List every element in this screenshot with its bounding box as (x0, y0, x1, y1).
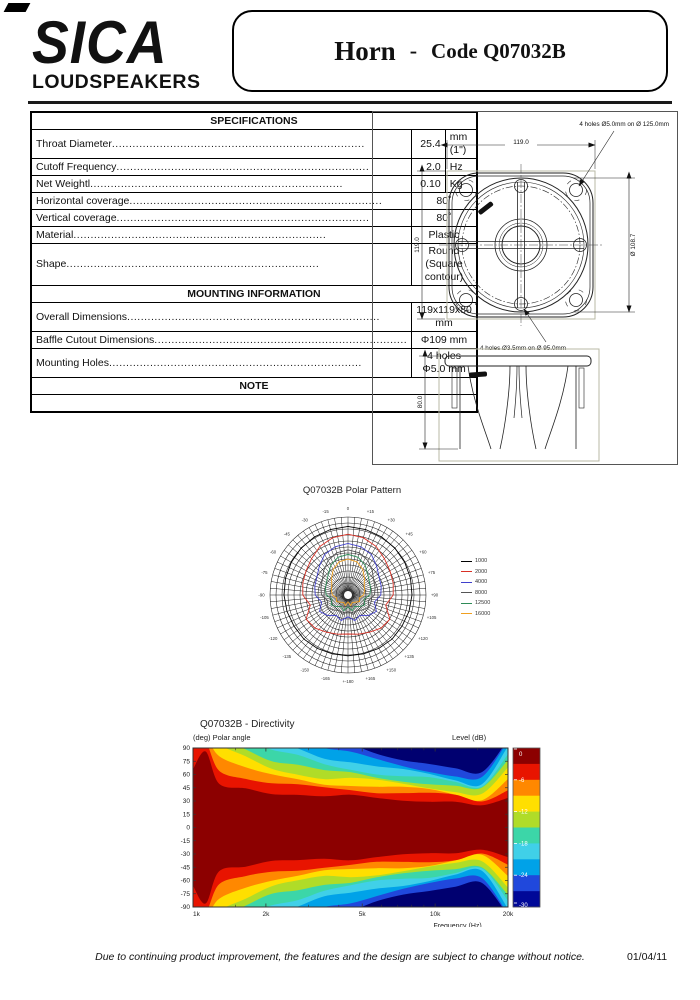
legend-item (461, 598, 490, 609)
callout-bottom: 4 holes Ø3.5mm on Ø 95.0mm (479, 345, 567, 352)
y-tick-label: 30 (182, 798, 190, 806)
drawing-panel (372, 111, 678, 465)
legend-label: 16000 (475, 610, 491, 617)
polar-legend (461, 556, 490, 619)
dim-diameter-label: Ø 108.7 (630, 233, 637, 257)
dim-height-label: 119.0 (414, 237, 421, 253)
colorbar-tick-label: -24 (519, 873, 528, 880)
brand-subtitle: LOUDSPEAKERS (32, 71, 201, 93)
legend-item (461, 556, 490, 567)
top-view (414, 121, 669, 352)
polar-angle-label: -120 (268, 635, 278, 641)
y-tick-label: 75 (182, 758, 190, 766)
polar-angle-label: -135 (282, 653, 292, 659)
brand-logo (32, 9, 232, 93)
brand-name: SICA (32, 9, 168, 76)
polar-angle-label: -105 (260, 614, 269, 620)
legend-item (461, 609, 490, 620)
polar-angle-label: +90 (430, 592, 439, 598)
emboss-mark-side (469, 371, 487, 377)
y-tick-label: -60 (180, 877, 190, 885)
legend-swatch (461, 592, 472, 593)
legend-item (461, 577, 490, 588)
title-separator: - (409, 38, 418, 63)
colorbar-band (513, 748, 540, 764)
y-tick-label: -90 (180, 904, 190, 912)
legend-swatch (461, 561, 472, 562)
polar-angle-label: +75 (427, 570, 436, 576)
colorbar-band (513, 777, 540, 796)
polar-chart (248, 495, 448, 697)
colorbar-band (513, 764, 540, 780)
colorbar-tick-label: 0 (519, 752, 523, 758)
dim-width-label: 119.0 (513, 139, 529, 146)
colorbar-tick-label: -6 (519, 777, 525, 784)
legend-item (461, 567, 490, 578)
legend-label: 2000 (475, 568, 488, 575)
x-tick-label: 10k (429, 911, 441, 918)
directivity-title: Q07032B - Directivity (200, 719, 295, 730)
spec-row: Throat Diameter ..... 25.4 mm (1") (31, 130, 477, 159)
mounting-row: Mounting Holes ..... 4 holes Φ5.0 mm (31, 349, 477, 378)
polar-angle-label: +105 (426, 614, 437, 620)
legend-swatch (461, 603, 472, 604)
legend-label: 8000 (475, 589, 488, 596)
legend-item (461, 588, 490, 599)
corner-mark (4, 3, 31, 12)
footer-disclaimer: Due to continuing product improvement, the features and the design are subject to change without notice. (95, 951, 585, 963)
polar-angle-label: +60 (419, 549, 427, 555)
product-title: Horn (334, 35, 396, 66)
polar-angle-label: +-180 (342, 679, 354, 685)
y-tick-label: -30 (180, 851, 190, 859)
polar-angle-label: -75 (261, 570, 268, 576)
legend-label: 4000 (475, 579, 488, 586)
header-divider (28, 101, 672, 104)
colorbar-tick-label: -30 (519, 903, 528, 909)
polar-angle-label: +15 (366, 509, 375, 515)
callout-top: 4 holes Ø5.0mm on Ø 125.0mm (579, 121, 669, 128)
spec-row: Vertical coverage ..... 80˚ (31, 210, 477, 227)
polar-angle-label: +135 (404, 653, 415, 659)
polar-angle-label: -60 (269, 549, 277, 555)
section-header: MOUNTING INFORMATION (31, 286, 477, 303)
y-tick-label: 90 (182, 745, 190, 753)
legend-label: 12500 (475, 600, 491, 607)
dim-depth-label: 80.0 (417, 395, 424, 409)
polar-angle-label: +120 (418, 635, 428, 641)
colorbar-tick-label: -18 (519, 841, 528, 848)
footer-date: 01/04/11 (627, 951, 668, 963)
polar-angle-label: +165 (365, 676, 376, 682)
legend-swatch (461, 571, 472, 572)
y-tick-label: 15 (182, 811, 190, 819)
polar-angle-label: -30 (301, 517, 308, 523)
mounting-row: Overall Dimensions ..... 119x119x80 mm (31, 303, 477, 332)
side-view (417, 349, 599, 461)
y-tick-label: 45 (182, 784, 190, 792)
x-tick-label: 20k (502, 911, 514, 918)
directivity-chart (160, 737, 560, 927)
technical-drawing (373, 112, 677, 464)
y-tick-label: 0 (186, 824, 190, 832)
polar-angle-label: -15 (322, 509, 329, 515)
legend-swatch (461, 582, 472, 583)
colorbar-tick-label: -12 (519, 809, 528, 816)
y-tick-label: -15 (180, 837, 190, 845)
mounting-row: Baffle Cutout Dimensions ..... Φ109 mm (31, 332, 477, 349)
polar-angle-label: -165 (321, 676, 330, 682)
y-tick-label: -75 (180, 890, 190, 898)
y-tick-label: -45 (180, 864, 190, 872)
polar-angle-label: +150 (386, 667, 397, 673)
directivity-level-label: Level (dB) (452, 733, 487, 742)
legend-swatch (461, 613, 472, 614)
polar-angle-label: -90 (258, 592, 265, 598)
spec-row: Material ..... Plastic (31, 227, 477, 244)
y-tick-label: 60 (182, 771, 190, 779)
section-header: SPECIFICATIONS (31, 112, 477, 130)
title-box (232, 10, 668, 92)
x-axis-title: Frequency (Hz) (433, 923, 482, 927)
product-code: Code Q07032B (431, 38, 566, 63)
polar-pattern-title: Q07032B Polar Pattern (302, 485, 402, 496)
polar-angle-label: -45 (283, 531, 290, 537)
spec-row: Cutoff Frequency ..... 2.0 Hz (31, 159, 477, 176)
directivity-y-axis-label: (deg) Polar angle (193, 733, 251, 742)
x-tick-label: 5k (358, 911, 366, 918)
polar-angle-label: 0 (346, 506, 350, 512)
spec-row: Horizontal coverage ..... 80˚ (31, 193, 477, 210)
x-tick-label: 2k (262, 911, 270, 918)
spec-row: Shape ..... Round (Square contour) (31, 244, 477, 286)
legend-label: 1000 (475, 558, 488, 565)
x-tick-label: 1k (193, 911, 200, 918)
polar-angle-label: +45 (405, 531, 413, 537)
section-header: NOTE (31, 378, 477, 395)
polar-angle-label: +30 (387, 517, 395, 523)
polar-angle-label: -150 (300, 667, 310, 673)
spec-row: Net Weightl ..... 0.10 Kg (31, 176, 477, 193)
